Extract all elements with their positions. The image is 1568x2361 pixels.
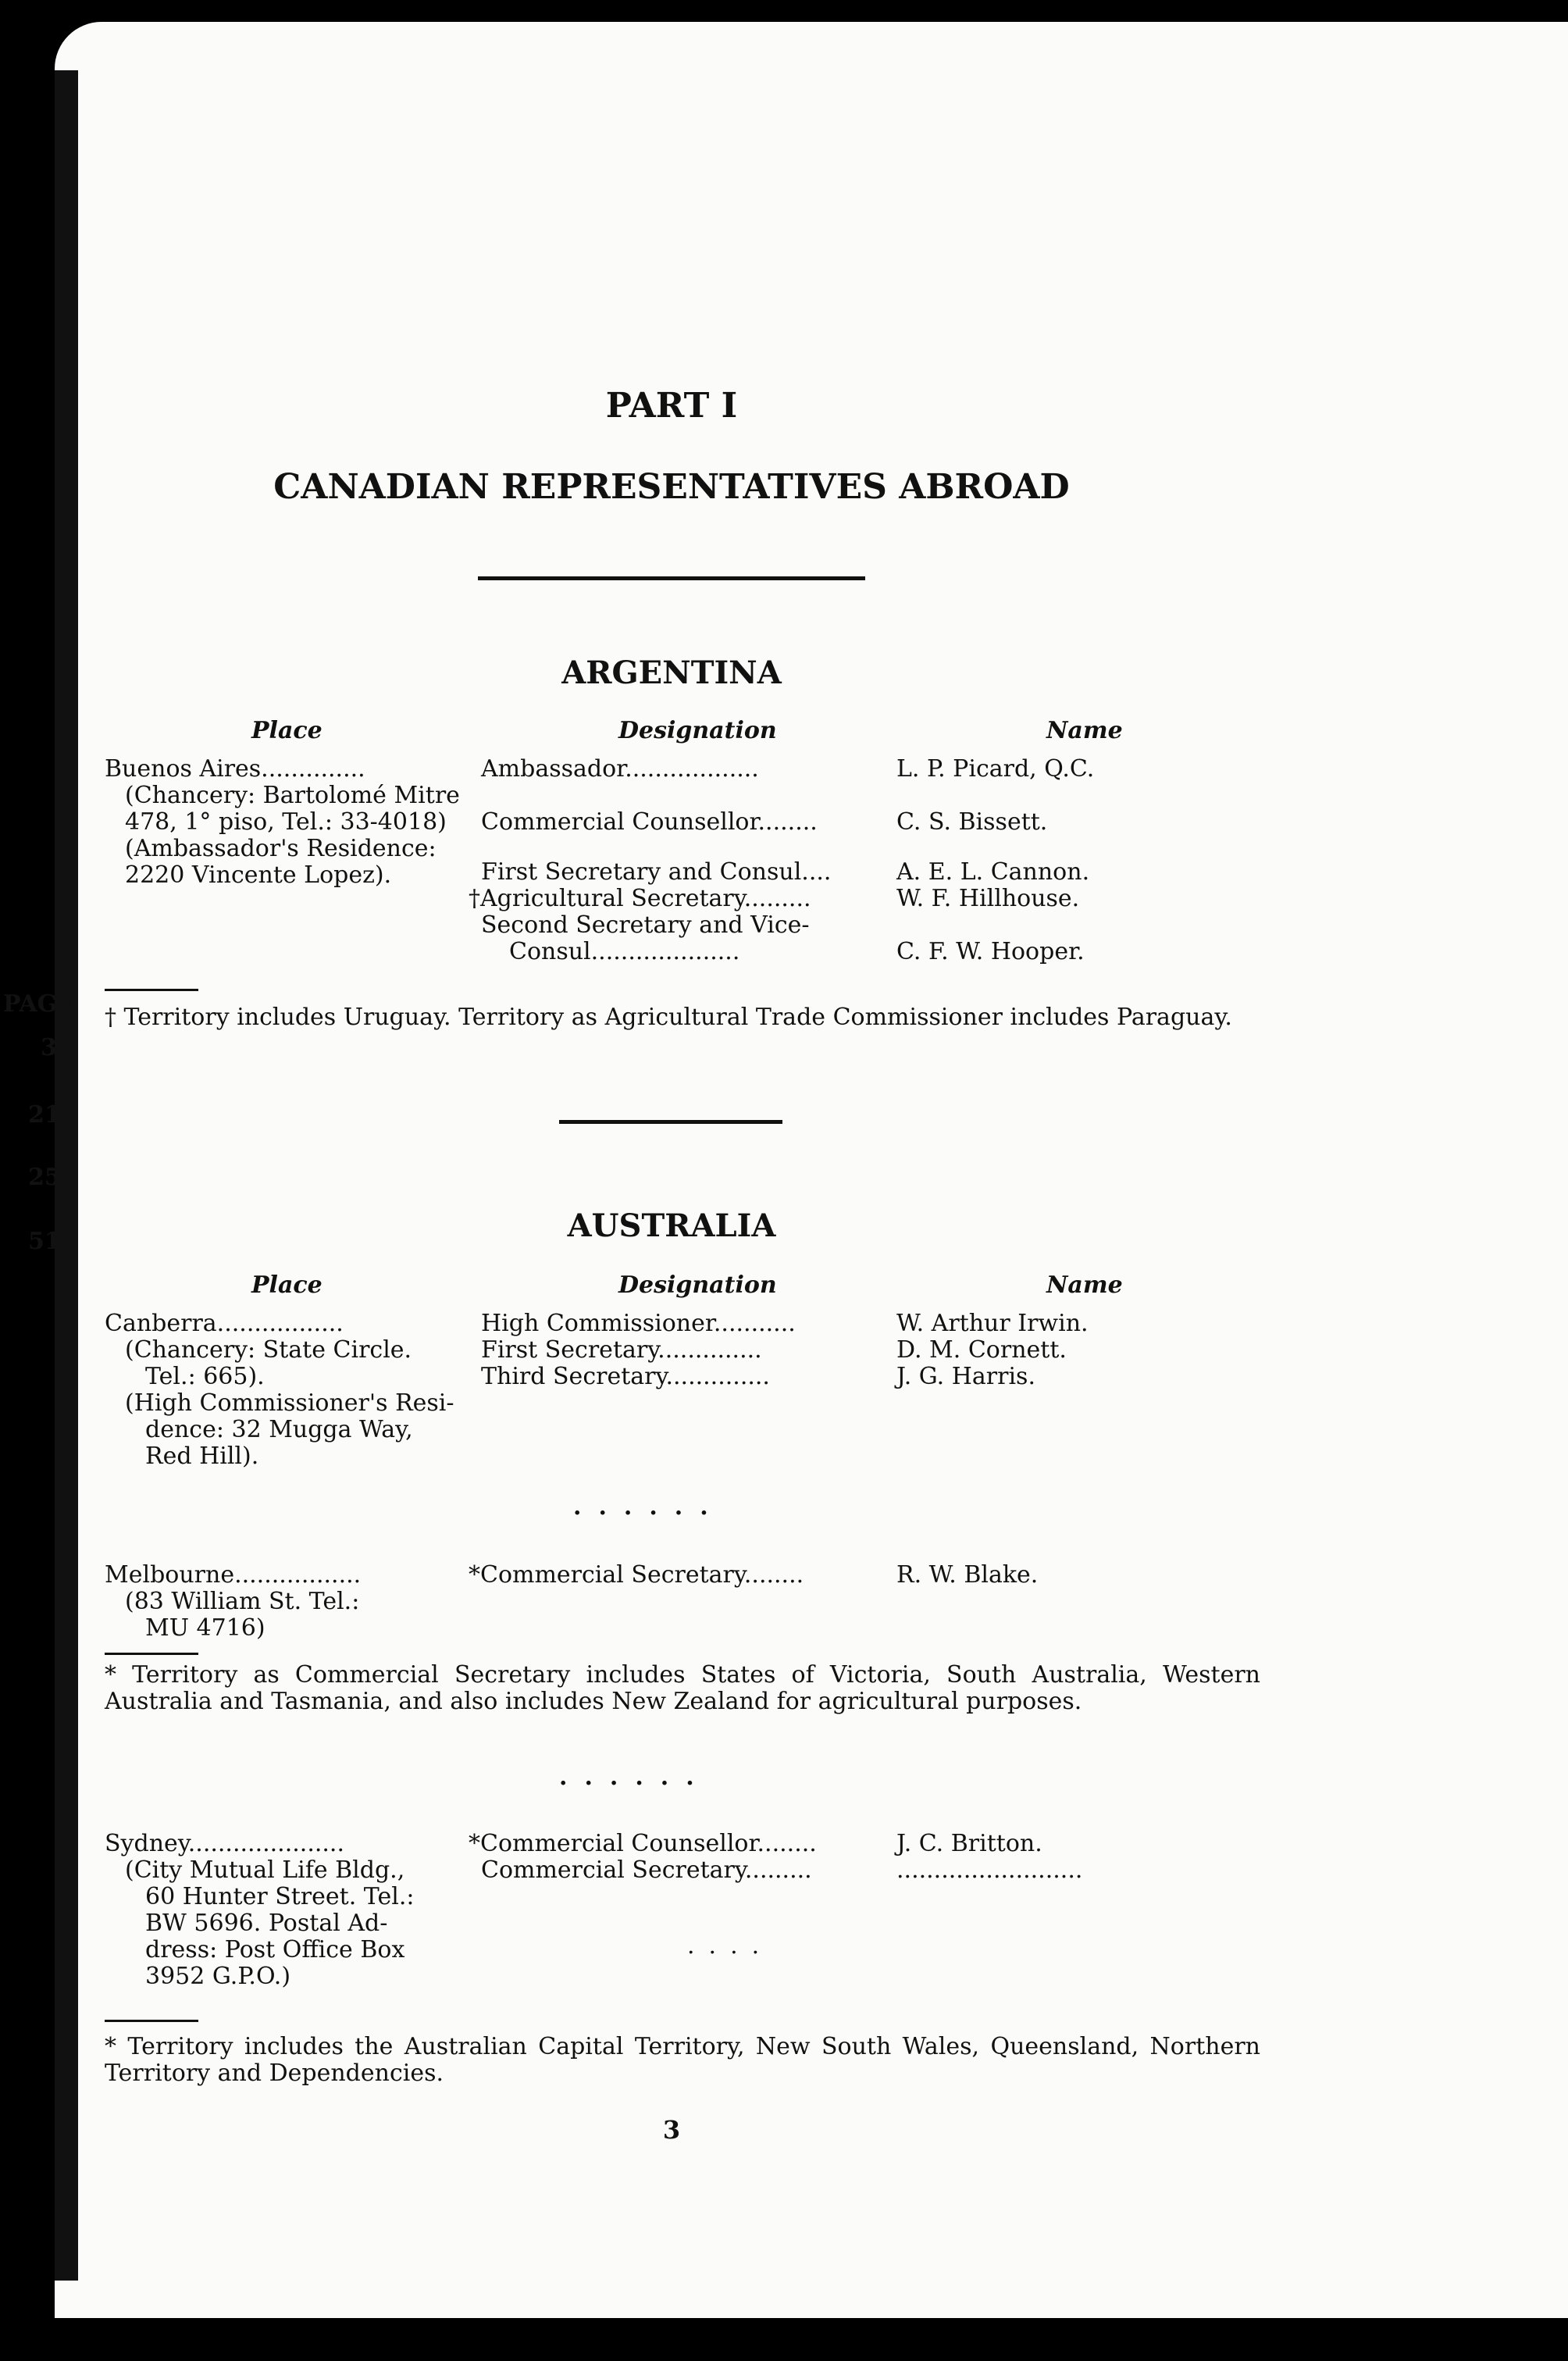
place-line: (High Commissioner's Resi- — [125, 1389, 454, 1417]
place-block-buenos-aires — [105, 755, 460, 889]
representative-name: C. S. Bissett. — [896, 808, 1048, 836]
column-header-designation: Designation — [618, 717, 777, 744]
footnote-argentina: † Territory includes Uruguay. Territory as Agricultural Trade Commissioner includes Paraguay. — [105, 1004, 1232, 1031]
representative-name: A. E. L. Cannon. — [896, 858, 1090, 886]
footnote-rule — [105, 1653, 198, 1655]
place-line: (Ambassador's Residence: — [125, 835, 437, 862]
footnote-sydney: * Territory includes the Australian Capital Territory, New South Wales, Queensland, Northern Territory and Dependencies. — [105, 2033, 1260, 2087]
column-header-name: Name — [1046, 1271, 1123, 1299]
designation-line: Consul.................... — [509, 938, 740, 965]
place-line: Tel.: 665). — [145, 1363, 265, 1390]
designation-line: High Commissioner........... — [481, 1310, 796, 1337]
representative-name: L. P. Picard, Q.C. — [896, 755, 1095, 783]
representative-name: R. W. Blake. — [896, 1561, 1039, 1589]
representative-name: C. F. W. Hooper. — [896, 938, 1085, 965]
designation-line: First Secretary and Consul.... — [481, 858, 832, 886]
place-line: Buenos Aires.............. — [105, 755, 365, 783]
place-line: Red Hill). — [145, 1443, 259, 1470]
column-header-place: Place — [251, 1271, 323, 1299]
designation-line: Second Secretary and Vice- — [481, 911, 810, 939]
place-line: MU 4716) — [145, 1614, 265, 1642]
place-line: (Chancery: Bartolomé Mitre — [125, 782, 460, 809]
column-header-name: Name — [1046, 717, 1123, 744]
margin-page-number: 3 — [41, 1034, 57, 1061]
section-separator: ...... — [573, 1493, 725, 1521]
footnote-rule — [105, 2020, 198, 2022]
place-block-melbourne — [105, 1562, 456, 1642]
section-separator: ...... — [559, 1764, 711, 1791]
place-line: 478, 1° piso, Tel.: 33-4018) — [125, 808, 447, 836]
place-line: Canberra................. — [105, 1310, 344, 1337]
country-heading-argentina: ARGENTINA — [561, 654, 782, 691]
page-title: CANADIAN REPRESENTATIVES ABROAD — [273, 467, 1070, 507]
part-heading: PART I — [605, 386, 738, 426]
section-rule — [559, 1120, 782, 1124]
designation-line: Ambassador.................. — [481, 755, 759, 783]
place-block-sydney — [105, 1831, 456, 1990]
page-number: 3 — [662, 2115, 681, 2145]
place-line: (Chancery: State Circle. — [125, 1336, 412, 1364]
footnote-melbourne: * Territory as Commercial Secretary includes States of Victoria, South Australia, Western Australia and Tasmania, and also includes New Zealand for agricultural purposes. — [105, 1661, 1260, 1715]
place-line: Melbourne................. — [105, 1561, 362, 1589]
representative-name: W. F. Hillhouse. — [896, 885, 1080, 912]
designation-line: *Commercial Counsellor........ — [469, 1830, 817, 1857]
place-block-canberra — [105, 1311, 456, 1470]
designation-line: *Commercial Secretary........ — [469, 1561, 804, 1589]
representative-name: W. Arthur Irwin. — [896, 1310, 1089, 1337]
place-line: (83 William St. Tel.: — [125, 1588, 360, 1615]
designation-line: Third Secretary.............. — [481, 1363, 770, 1390]
representative-name: J. C. Britton. — [896, 1830, 1042, 1857]
margin-page-label: PAGE — [3, 990, 76, 1018]
designation-line: Commercial Secretary......... — [481, 1856, 812, 1884]
margin-page-number: 25 — [28, 1164, 61, 1191]
place-line: Sydney..................... — [105, 1830, 345, 1857]
margin-page-number: 21 — [28, 1101, 61, 1129]
title-rule — [478, 576, 865, 580]
footnote-rule — [105, 989, 198, 991]
margin-page-number: 51 — [28, 1228, 61, 1255]
representative-name: ......................... — [896, 1856, 1083, 1884]
place-line: (City Mutual Life Bldg., — [125, 1856, 405, 1884]
representative-name: D. M. Cornett. — [896, 1336, 1067, 1364]
designation-line: †Agricultural Secretary......... — [469, 885, 811, 912]
country-heading-australia: AUSTRALIA — [567, 1207, 776, 1244]
designation-line: Commercial Counsellor........ — [481, 808, 818, 836]
column-header-place: Place — [251, 717, 323, 744]
column-header-designation: Designation — [618, 1271, 777, 1299]
trailing-dots: .... — [687, 1932, 774, 1960]
place-line: dence: 32 Mugga Way, — [145, 1416, 413, 1443]
place-line: 2220 Vincente Lopez). — [125, 861, 392, 889]
designation-line: First Secretary.............. — [481, 1336, 762, 1364]
place-line: dress: Post Office Box — [145, 1936, 405, 1963]
place-line: 3952 G.P.O.) — [145, 1963, 291, 1990]
place-line: 60 Hunter Street. Tel.: — [145, 1883, 415, 1910]
place-line: BW 5696. Postal Ad- — [145, 1910, 388, 1937]
representative-name: J. G. Harris. — [896, 1363, 1035, 1390]
